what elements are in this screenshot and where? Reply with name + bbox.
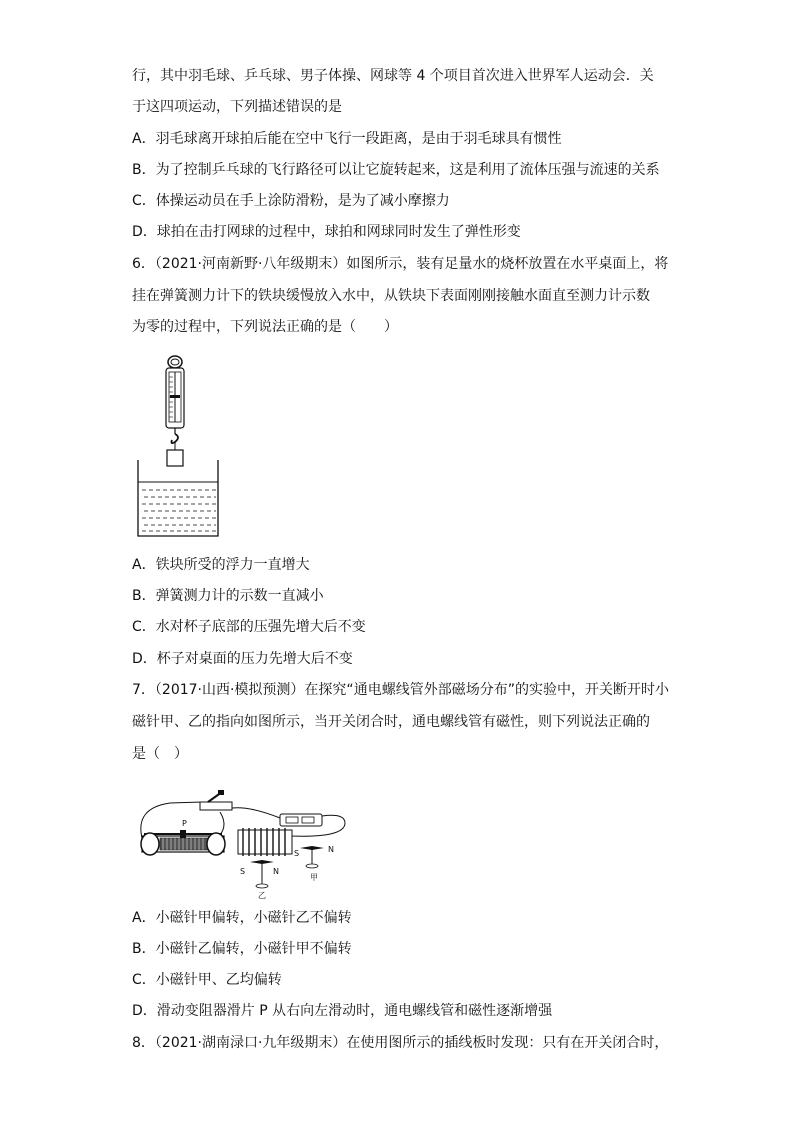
q6-option-d: D．杯子对桌面的压力先增大后不变 [132,651,353,667]
q6-line-3: 为零的过程中，下列说法正确的是（ ） [132,319,398,335]
q6-line-1: 6．（2021·河南新野·八年级期末）如图所示，装有足量水的烧杯放置在水平桌面上，将 [132,256,669,272]
solenoid-circuit-figure [130,778,360,903]
q6-option-b: B．弹簧测力计的示数一直减小 [132,588,324,604]
compass-jia-label: 甲 [310,873,318,882]
compass-yi-label: 乙 [258,891,266,900]
compass-yi-s-label: S [240,867,246,876]
compass-jia-n-label: N [328,845,334,854]
q6-line-2: 挂在弹簧测力计下的铁块缓慢放入水中，从铁块下表面刚刚接触水面直至测力计示数 [132,288,650,304]
spring-scale-beaker-figure [130,350,230,540]
q7-option-b: B．小磁针乙偏转，小磁针甲不偏转 [132,941,352,957]
q7-option-a: A．小磁针甲偏转，小磁针乙不偏转 [132,910,352,926]
q5-option-d: D．球拍在击打网球的过程中，球拍和网球同时发生了弹性形变 [132,224,521,240]
compass-jia-s-label: S [294,849,300,858]
q7-line-3: 是（ ） [132,746,188,762]
q8-line-1: 8．（2021·湖南渌口·九年级期末）在使用图所示的插线板时发现：只有在开关闭合时， [132,1035,669,1051]
q5-line-1: 行，其中羽毛球、乒乓球、男子体操、网球等 4 个项目首次进入世界军人运动会．关 [132,68,654,84]
q5-option-b: B．为了控制乒乓球的飞行路径可以让它旋转起来，这是利用了流体压强与流速的关系 [132,162,660,178]
q5-line-2: 于这四项运动，下列描述错误的是 [132,99,342,115]
q7-line-2: 磁针甲、乙的指向如图所示，当开关闭合时，通电螺线管有磁性，则下列说法正确的 [132,714,650,730]
q5-option-a: A．羽毛球离开球拍后能在空中飞行一段距离，是由于羽毛球具有惯性 [132,131,562,147]
q7-line-1: 7．（2017·山西·模拟预测）在探究“通电螺线管外部磁场分布”的实验中，开关断开时小 [132,682,669,698]
q7-option-d: D．滑动变阻器滑片 P 从右向左滑动时，通电螺线管和磁性逐渐增强 [132,1003,553,1019]
q7-option-c: C．小磁针甲、乙均偏转 [132,972,282,988]
slider-label-p: P [182,819,187,828]
q5-option-c: C．体操运动员在手上涂防滑粉，是为了减小摩擦力 [132,193,450,209]
q6-option-a: A．铁块所受的浮力一直增大 [132,557,310,573]
compass-yi-n-label: N [273,867,279,876]
q6-option-c: C．水对杯子底部的压强先增大后不变 [132,619,366,635]
